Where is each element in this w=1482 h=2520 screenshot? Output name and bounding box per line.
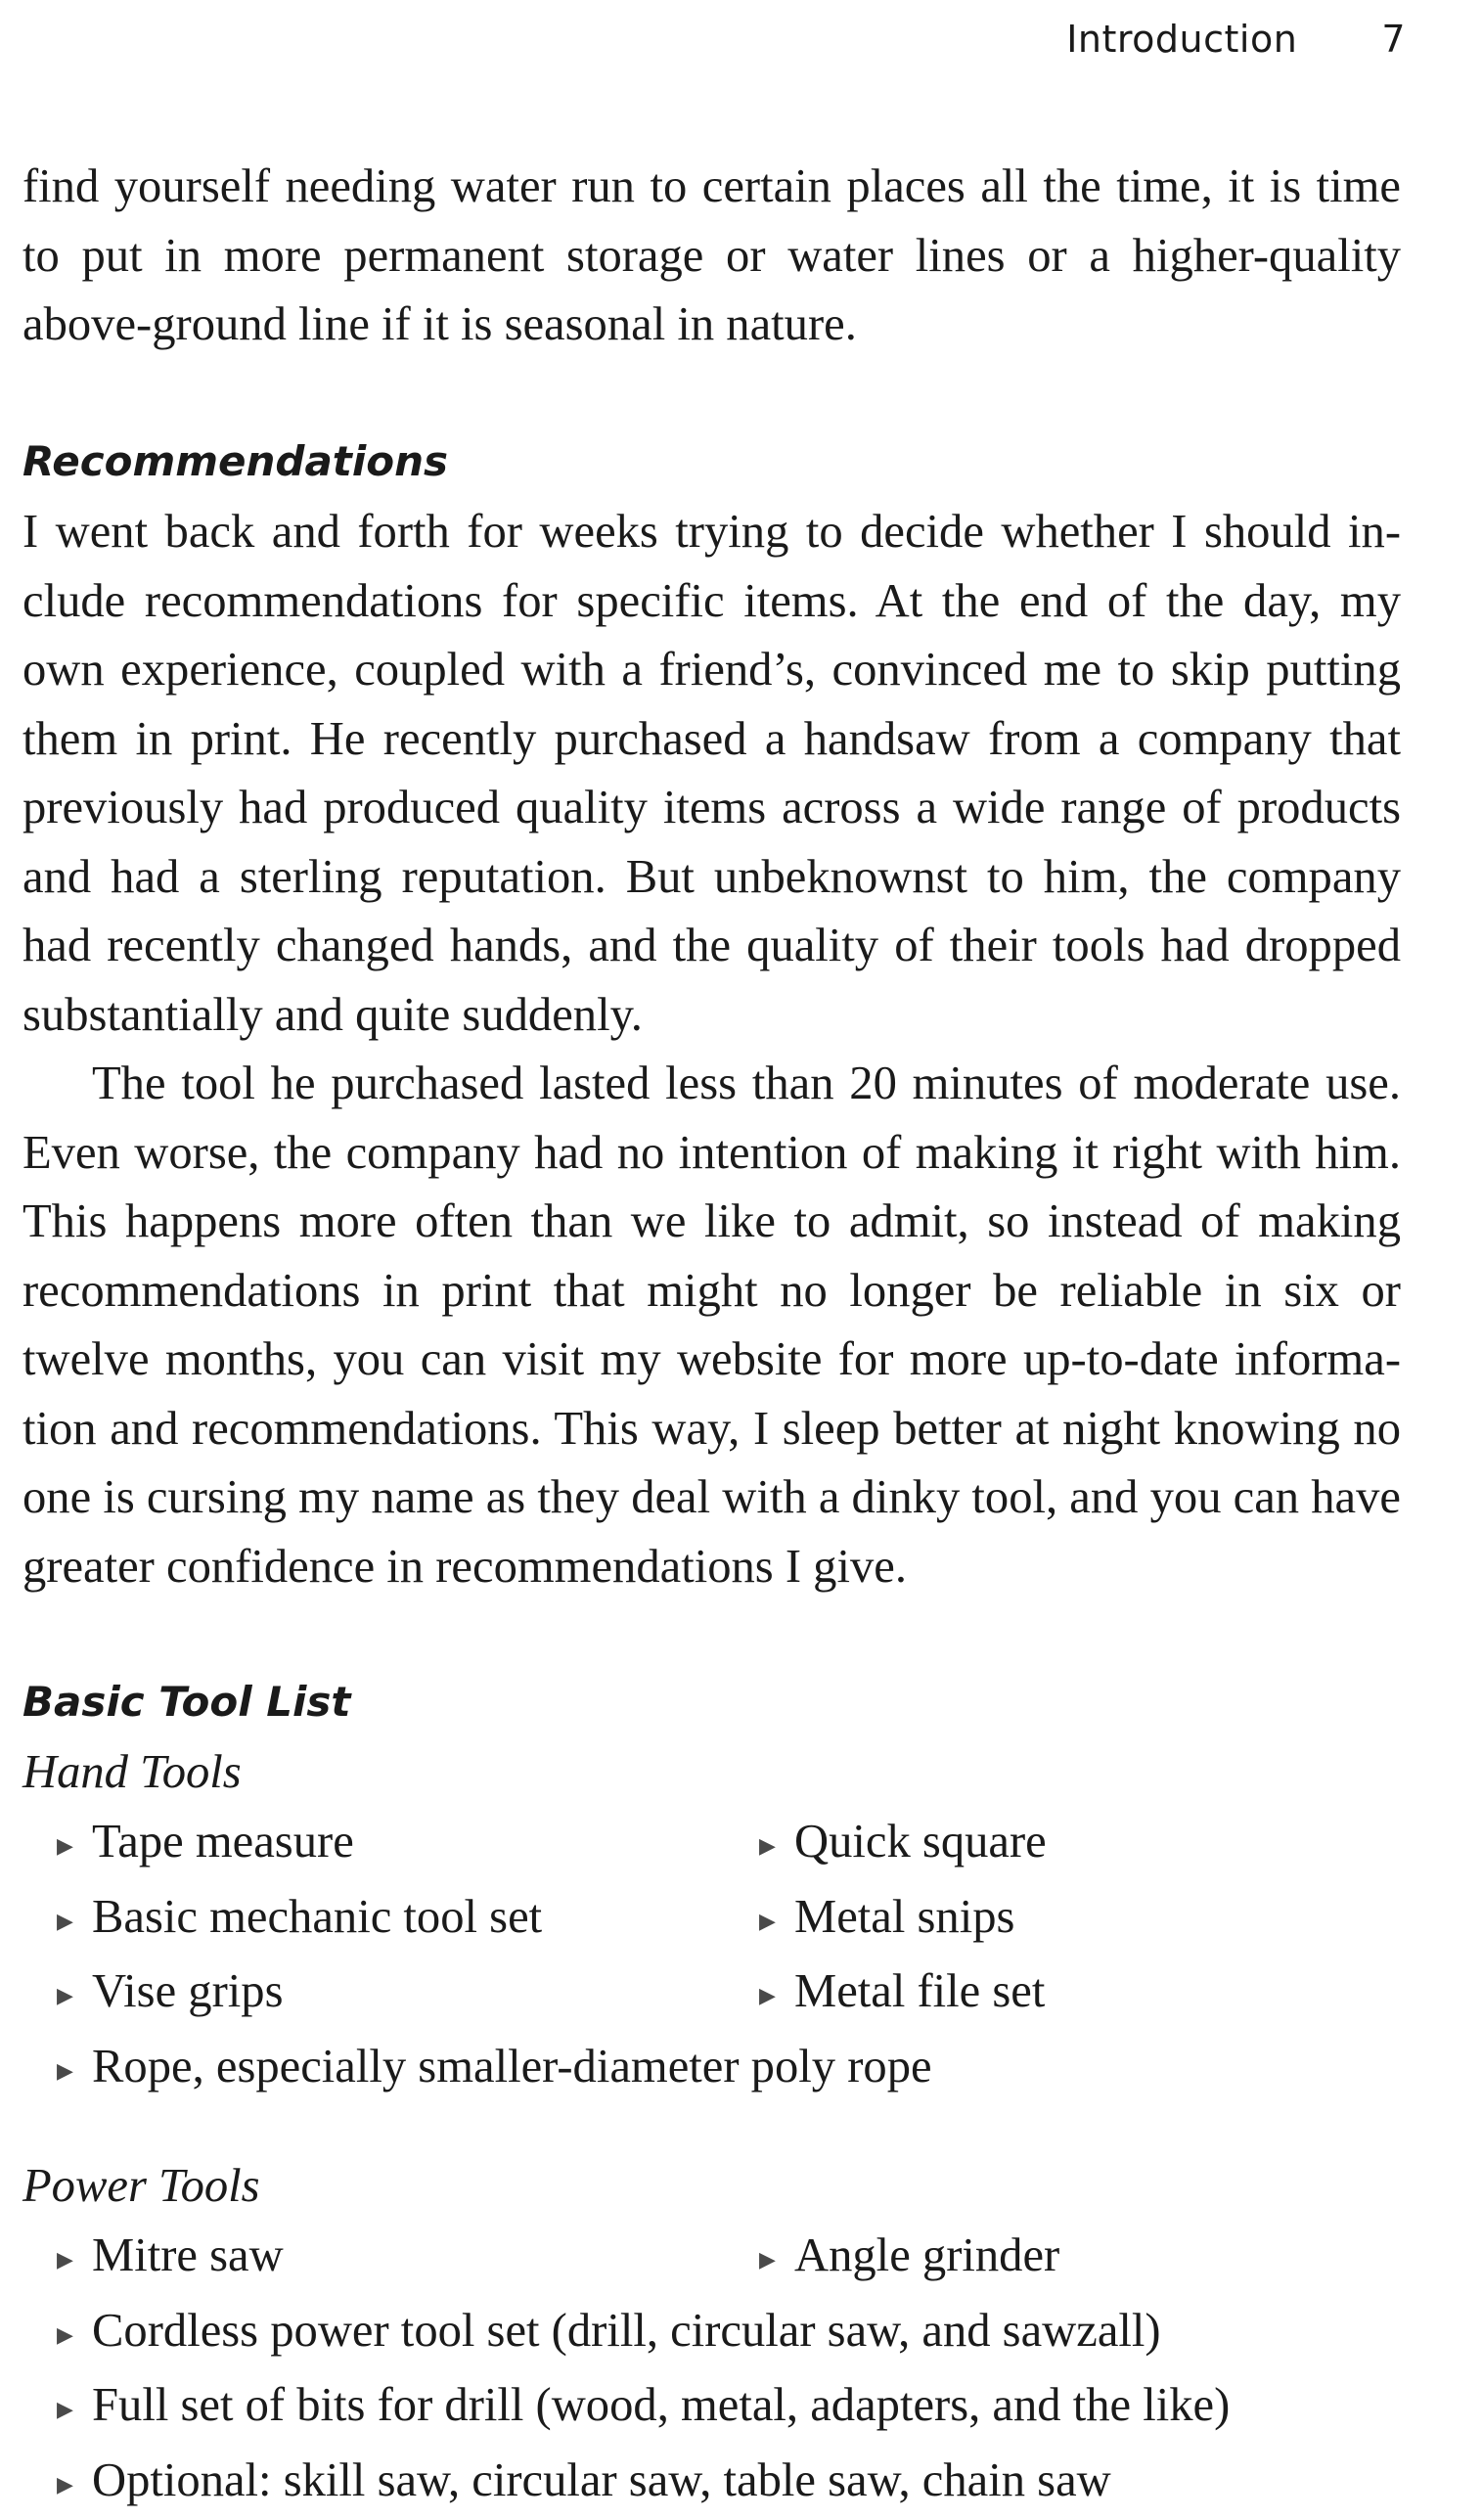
intro-paragraph: find yourself needing water run to certain places all the time, it is time to put in more permanent storage or water lines or a higher-quality above-ground line if it is seasonal in nature. [22,152,1401,359]
triangle-right-icon: ▶ [57,2452,92,2520]
list-item-label: Rope, especially smaller-diameter poly rope [92,2040,932,2092]
recommendations-paragraph-1: I went back and forth for weeks trying to decide whether I should include recommendations for specific items. At the end of the day, my own experience, coupled with a friend’s, convinced me to skip putting them in print. He recently purchased a handsaw from a company that previously had produced quality items across a wide range of products and had a sterling reputation. But unbeknownst to him, the company had recently changed hands, and the quality of their tools had dropped substantially and quite suddenly. [22,497,1401,1049]
list-item [759,1957,1385,2032]
list-item [759,1882,1385,1958]
list-item-label: Full set of bits for drill (wood, metal, adapters, and the like) [92,2378,1230,2431]
list-item [759,1807,1385,1882]
hand-tools-heading: Hand Tools [22,1737,242,1806]
triangle-right-icon: ▶ [57,2227,92,2296]
triangle-right-icon: ▶ [57,1962,92,2032]
list-item [57,2221,759,2296]
recommendations-heading: Recommendations [22,428,448,496]
list-item [57,1882,759,1958]
triangle-right-icon: ▶ [57,2038,92,2107]
list-item [57,2296,1407,2371]
list-item [57,2370,1407,2446]
recommendations-body [22,497,1401,1600]
power-tools-list [57,2221,1407,2520]
list-item-label: Vise grips [92,1964,284,2017]
list-item-label: Tape measure [92,1815,354,1868]
list-item [57,2446,1407,2520]
list-item-label: Optional: skill saw, circular saw, table saw, chain saw [92,2453,1111,2506]
list-item-label: Quick square [794,1815,1047,1868]
recommendations-paragraph-2: The tool he purchased lasted less than 20 minutes of moderate use. Even worse, the company had no intention of making it right with him. This happens more often than we like to admit, so instead of making recommendations in print that might no longer be reliable in six or twelve months, you can visit my website for more up-to-date information and recommendations. This way, I sleep better at night knowing no one is cursing my name as they deal with a dinky tool, and you can have greater confidence in recommendations I give. [22,1049,1401,1600]
list-item-label: Mitre saw [92,2228,284,2281]
hand-tools-list [57,1807,1407,2106]
list-item [57,1807,759,1882]
triangle-right-icon: ▶ [57,2302,92,2371]
list-item [57,2032,1407,2107]
triangle-right-icon: ▶ [57,1888,92,1958]
list-item-label: Metal file set [794,1964,1045,2017]
triangle-right-icon: ▶ [57,2376,92,2446]
triangle-right-icon: ▶ [759,1813,794,1882]
list-item [57,1957,759,2032]
page-number: 7 [1381,18,1406,61]
power-tools-heading: Power Tools [22,2151,260,2220]
list-item-label: Angle grinder [794,2228,1059,2281]
list-item [759,2221,1385,2296]
running-head [1066,18,1406,61]
triangle-right-icon: ▶ [759,2227,794,2296]
basic-tool-list-heading: Basic Tool List [22,1668,350,1736]
triangle-right-icon: ▶ [57,1813,92,1882]
running-head-title: Introduction [1066,18,1297,61]
triangle-right-icon: ▶ [759,1888,794,1958]
intro-paragraph-block [22,152,1401,359]
list-item-label: Cordless power tool set (drill, circular saw, and sawzall) [92,2304,1161,2357]
list-item-label: Basic mechanic tool set [92,1890,542,1943]
triangle-right-icon: ▶ [759,1962,794,2032]
list-item-label: Metal snips [794,1890,1014,1943]
